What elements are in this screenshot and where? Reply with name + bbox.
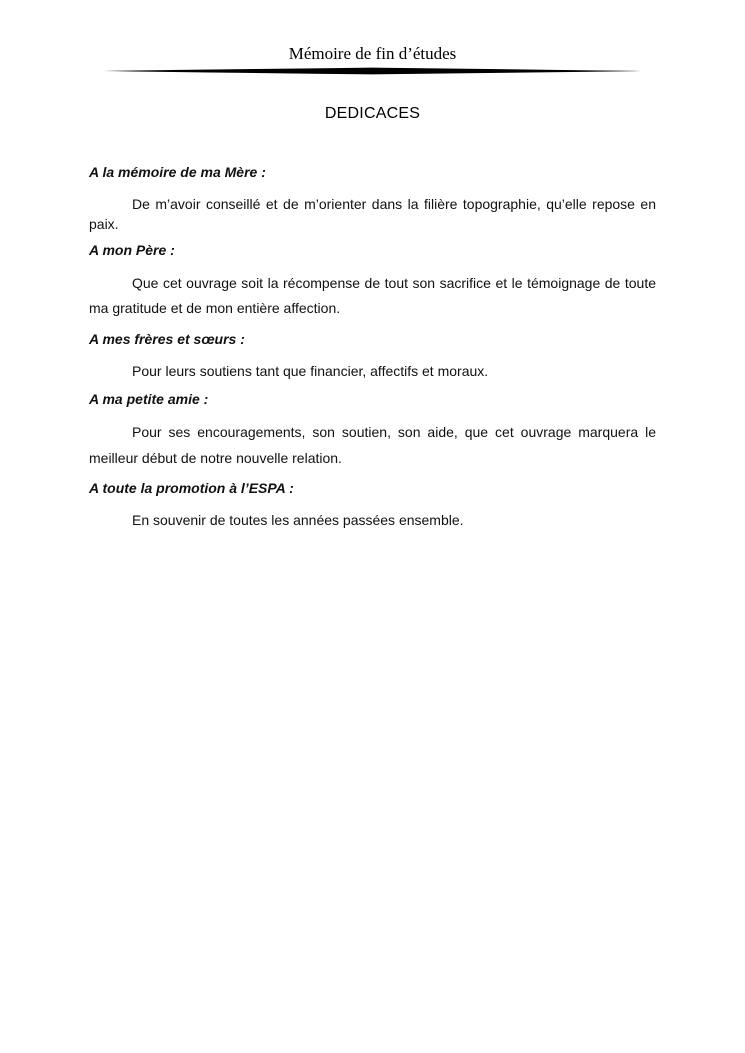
running-header: Mémoire de fin d’études: [288, 44, 457, 63]
page-title: DEDICACES: [324, 105, 421, 122]
dedications-content: [89, 163, 656, 531]
dedication-heading-mother: A la mémoire de ma Mère :: [89, 164, 266, 180]
dedication-heading-father: A mon Père :: [89, 242, 175, 258]
dedication-text-mother: De m’avoir conseillé et de m’orienter dans la filière topographie, qu’elle repose en paix.: [89, 196, 656, 232]
dedication-text-father: Que cet ouvrage soit la récompense de tout son sacrifice et le témoignage de toute ma gratitude et de mon entière affection.: [89, 275, 656, 316]
dedication-text-girlfriend: Pour ses encouragements, son soutien, son aide, que cet ouvrage marquera le meilleur début de notre nouvelle relation.: [89, 424, 656, 466]
dedication-heading-siblings: A mes frères et sœurs :: [89, 331, 245, 347]
dedication-mother: [89, 163, 656, 234]
dedication-text-promotion: En souvenir de toutes les années passées ensemble.: [132, 512, 464, 528]
dedication-text-siblings: Pour leurs soutiens tant que financier, affectifs et moraux.: [132, 363, 489, 379]
dedication-heading-girlfriend: A ma petite amie :: [89, 391, 209, 407]
dedication-promotion: [89, 479, 656, 531]
dedication-heading-promotion: A toute la promotion à l’ESPA :: [89, 480, 294, 496]
header-rule: [103, 67, 642, 75]
dedication-father: [89, 241, 656, 321]
dedication-girlfriend: [89, 390, 656, 471]
dedication-siblings: [89, 330, 656, 382]
